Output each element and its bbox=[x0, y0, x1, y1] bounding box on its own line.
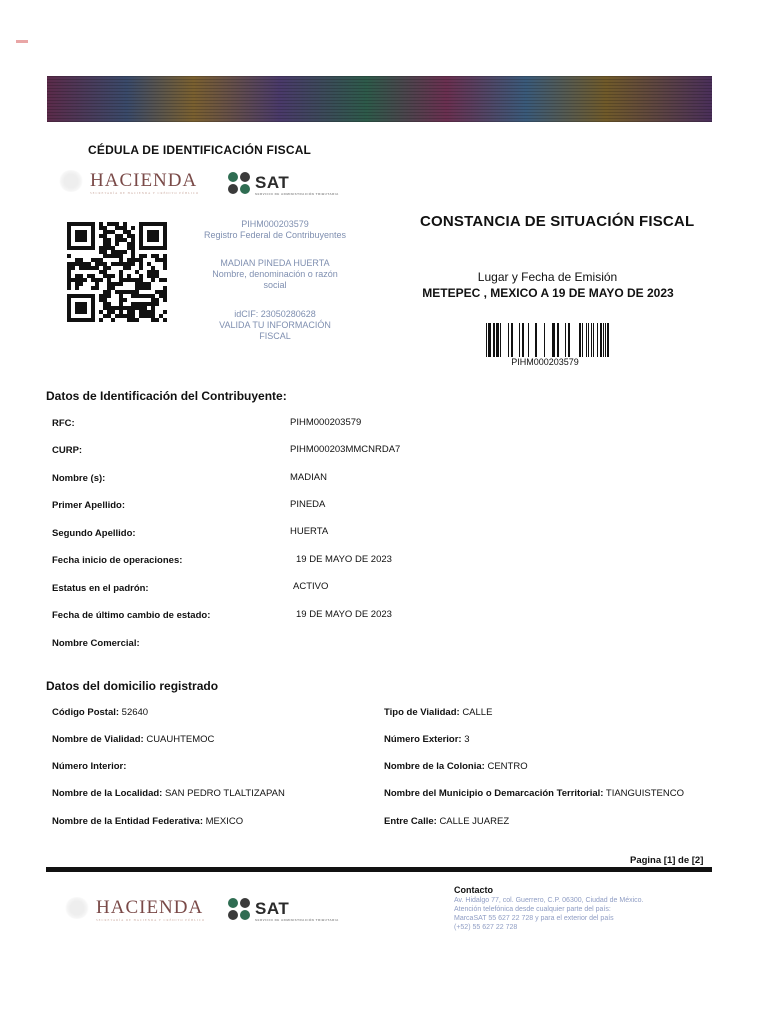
id-rfc-caption: Registro Federal de Contribuyentes bbox=[203, 230, 347, 240]
dom-tipo-vialidad: Tipo de Vialidad: CALLE bbox=[384, 707, 493, 718]
barcode-bar bbox=[565, 323, 566, 357]
qr-finder-pattern bbox=[67, 222, 95, 250]
barcode-bar bbox=[535, 323, 537, 357]
barcode-bar bbox=[557, 323, 559, 357]
hacienda-seal-icon bbox=[58, 170, 84, 192]
cedula-title: CÉDULA DE IDENTIFICACIÓN FISCAL bbox=[88, 143, 312, 157]
barcode-bar bbox=[486, 323, 487, 357]
id-valida-2: FISCAL bbox=[259, 331, 291, 341]
field-label-estatus: Estatus en el padrón: bbox=[52, 583, 149, 594]
field-value-primer-apellido: PINEDA bbox=[290, 499, 326, 510]
barcode-bar bbox=[528, 323, 529, 357]
id-name: MADIAN PINEDA HUERTA bbox=[220, 258, 330, 268]
field-label-segundo-apellido: Segundo Apellido: bbox=[52, 528, 136, 539]
contribuyente-section-title: Datos de Identificación del Contribuyente: bbox=[46, 389, 287, 403]
barcode-bar bbox=[508, 323, 509, 357]
contact-line: Atención telefónica desde cualquier parte del país: bbox=[454, 906, 611, 913]
field-label-curp: CURP: bbox=[52, 445, 83, 456]
dom-nombre-vialidad: Nombre de Vialidad: CUAUHTEMOC bbox=[52, 734, 215, 745]
sat-logo-subtext: SERVICIO DE ADMINISTRACIÓN TRIBUTARIA bbox=[255, 192, 339, 196]
barcode-bar bbox=[511, 323, 513, 357]
field-label-primer-apellido: Primer Apellido: bbox=[52, 500, 126, 511]
field-label-nombre: Nombre (s): bbox=[52, 473, 106, 484]
footer-sat-logo-subtext: SERVICIO DE ADMINISTRACIÓN TRIBUTARIA bbox=[255, 918, 339, 922]
footer-sat-dots-icon bbox=[228, 898, 250, 920]
barcode-bar bbox=[544, 323, 545, 357]
sat-logo bbox=[228, 172, 339, 196]
lugar-label: Lugar y Fecha de Emisión bbox=[477, 270, 618, 284]
contact-line: (+52) 55 627 22 728 bbox=[454, 924, 518, 931]
contact-title: Contacto bbox=[454, 885, 493, 895]
hacienda-logo-text: HACIENDA bbox=[90, 170, 198, 191]
contact-line: Av. Hidalgo 77, col. Guerrero, C.P. 06300, Ciudad de México. bbox=[454, 897, 644, 904]
footer-hacienda-logo bbox=[64, 897, 206, 922]
hacienda-logo-subtext: SECRETARÍA DE HACIENDA Y CRÉDITO PÚBLICO bbox=[90, 191, 200, 195]
barcode-bar bbox=[603, 323, 604, 357]
dom-numero-exterior: Número Exterior: 3 bbox=[384, 734, 470, 745]
idcif-block bbox=[190, 309, 360, 342]
barcode-bar bbox=[579, 323, 581, 357]
field-value-segundo-apellido: HUERTA bbox=[290, 526, 329, 537]
barcode-bar bbox=[586, 323, 587, 357]
barcode-bar bbox=[597, 323, 598, 357]
qr-finder-pattern bbox=[67, 294, 95, 322]
dom-municipio: Nombre del Municipio o Demarcación Territorial: TIANGUISTENCO bbox=[384, 788, 685, 799]
barcode-bar bbox=[593, 323, 594, 357]
field-value-fecha-inicio: 19 DE MAYO DE 2023 bbox=[296, 554, 392, 565]
sat-logo-text: SAT bbox=[255, 173, 290, 192]
footer-sat-logo bbox=[228, 898, 339, 922]
barcode-bar bbox=[519, 323, 520, 357]
domicilio-section-title: Datos del domicilio registrado bbox=[46, 679, 219, 693]
barcode-bar bbox=[552, 323, 555, 357]
name-id-block bbox=[190, 258, 360, 291]
top-banner bbox=[47, 76, 712, 122]
dom-entidad: Nombre de la Entidad Federativa: MEXICO bbox=[52, 816, 244, 827]
field-value-nombre: MADIAN bbox=[290, 472, 327, 483]
barcode-bar bbox=[568, 323, 570, 357]
dom-numero-interior: Número Interior: bbox=[52, 761, 127, 772]
barcode-bar bbox=[582, 323, 583, 357]
barcode-bar bbox=[500, 323, 501, 357]
footer-hacienda-logo-text: HACIENDA bbox=[96, 897, 204, 918]
hacienda-logo bbox=[58, 170, 200, 195]
barcode-bar bbox=[493, 323, 495, 357]
dom-localidad: Nombre de la Localidad: SAN PEDRO TLALTIZAPAN bbox=[52, 788, 285, 799]
footer-hacienda-seal-icon bbox=[64, 897, 90, 919]
id-name-caption-2: social bbox=[263, 280, 287, 290]
field-value-estatus: ACTIVO bbox=[293, 581, 329, 592]
barcode-bar bbox=[522, 323, 524, 357]
field-label-ultimo-cambio: Fecha de último cambio de estado: bbox=[52, 610, 211, 621]
dom-colonia: Nombre de la Colonia: CENTRO bbox=[384, 761, 528, 772]
contact-line: MarcaSAT 55 627 22 728 y para el exterior del país bbox=[454, 915, 614, 922]
barcode-bar bbox=[591, 323, 592, 357]
barcode-bar bbox=[496, 323, 499, 357]
barcode-bar bbox=[600, 323, 602, 357]
field-value-rfc: PIHM000203579 bbox=[290, 417, 362, 428]
field-label-fecha-inicio: Fecha inicio de operaciones: bbox=[52, 555, 183, 566]
barcode-bar bbox=[588, 323, 589, 357]
field-value-curp: PIHM000203MMCNRDA7 bbox=[290, 444, 401, 455]
id-idcif: idCIF: 23050280628 bbox=[234, 309, 316, 319]
footer-divider bbox=[46, 867, 712, 872]
id-name-caption-1: Nombre, denominación o razón bbox=[212, 269, 338, 279]
constancia-title: CONSTANCIA DE SITUACIÓN FISCAL bbox=[420, 213, 695, 230]
dom-codigo-postal: Código Postal: 52640 bbox=[52, 707, 149, 718]
barcode-text: PIHM000203579 bbox=[511, 357, 579, 367]
field-value-ultimo-cambio: 19 DE MAYO DE 2023 bbox=[296, 609, 392, 620]
id-rfc: PIHM000203579 bbox=[241, 219, 309, 229]
rfc-id-block bbox=[190, 219, 360, 241]
barcode-bar bbox=[488, 323, 491, 357]
qr-code bbox=[66, 218, 168, 326]
sat-dots-icon bbox=[228, 172, 250, 194]
barcode-bar bbox=[605, 323, 606, 357]
id-valida-1: VALIDA TU INFORMACIÓN bbox=[219, 320, 331, 330]
corner-mark bbox=[16, 40, 28, 43]
qr-finder-pattern bbox=[139, 222, 167, 250]
barcode-bar bbox=[607, 323, 609, 357]
field-label-rfc: RFC: bbox=[52, 418, 75, 429]
dom-entre-calle: Entre Calle: CALLE JUAREZ bbox=[384, 816, 510, 827]
page-number: Pagina [1] de [2] bbox=[630, 855, 704, 866]
field-label-nombre-comercial: Nombre Comercial: bbox=[52, 638, 140, 649]
footer-hacienda-logo-subtext: SECRETARÍA DE HACIENDA Y CRÉDITO PÚBLICO bbox=[96, 918, 206, 922]
footer-sat-logo-text: SAT bbox=[255, 899, 290, 918]
barcode bbox=[480, 323, 610, 359]
lugar-value: METEPEC , MEXICO A 19 DE MAYO DE 2023 bbox=[422, 286, 674, 300]
